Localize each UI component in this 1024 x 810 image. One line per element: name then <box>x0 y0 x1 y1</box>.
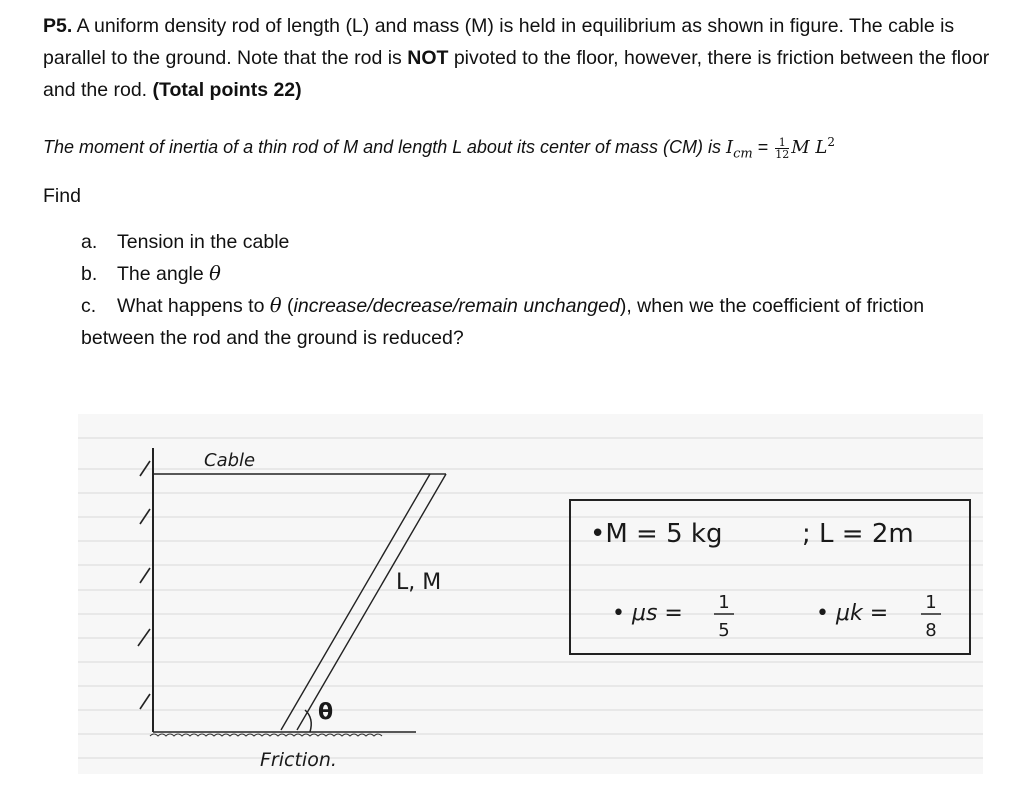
not-emphasis: NOT <box>407 47 449 69</box>
floor-hatching <box>150 734 382 736</box>
cable-label: Cable <box>204 450 256 471</box>
ruled-lines <box>78 438 983 758</box>
total-points: (Total points 22) <box>152 79 302 101</box>
find-heading: Find <box>43 185 81 207</box>
notebook-figure <box>78 414 983 774</box>
paren-open: ( <box>281 295 294 317</box>
length-value: ; L = 2m <box>802 519 914 549</box>
list-item-a <box>81 226 289 258</box>
theta-label: θ <box>318 700 334 725</box>
theta-symbol: θ <box>209 262 221 285</box>
item-label: a. <box>81 231 98 253</box>
problem-text-2: pivoted to the floor, however, there is friction between the floor and the rod. <box>43 47 990 101</box>
rod <box>281 474 446 730</box>
mass-value: •M = 5 kg <box>590 519 723 549</box>
moment-text: The moment of inertia of a thin rod of M and length L about its center of mass (CM) is <box>43 137 726 157</box>
fraction-numerator: 1 <box>775 137 789 149</box>
friction-label: Friction. <box>260 749 337 771</box>
item-label: b. <box>81 263 98 285</box>
list-item-b <box>81 258 221 290</box>
inertia-symbol: I <box>726 137 734 158</box>
one-twelfth-fraction <box>775 137 789 160</box>
inertia-subscript: cm <box>733 146 753 162</box>
moment-of-inertia-note <box>43 126 835 171</box>
figure-drawing <box>78 414 983 774</box>
options-italic: increase/decrease/remain unchanged <box>293 295 620 317</box>
list-item-c <box>81 290 981 354</box>
fraction-denominator: 12 <box>775 147 790 161</box>
problem-text-1: A uniform density rod of length (L) and mass (M) is held in equilibrium as shown in figure. The cable is parallel to the ground. Note that the rod is <box>43 15 955 69</box>
item-label: c. <box>81 295 97 317</box>
problem-statement <box>43 10 993 106</box>
wall-hatching <box>138 461 150 709</box>
mu-k-denominator: 8 <box>925 620 937 641</box>
item-text-cont: ), when we the coefficient of friction between the rod and the ground is reduced? <box>81 295 925 349</box>
rod-label: L, M <box>396 570 442 595</box>
item-text: What happens to <box>117 295 270 317</box>
problem-label: P5. <box>43 15 73 37</box>
mu-k-numerator: 1 <box>925 592 937 613</box>
mu-s-label: • μs = <box>612 601 683 626</box>
mu-k-label: • μk = <box>816 601 889 626</box>
ml-term: M L <box>791 137 828 158</box>
equals-sign: = <box>752 137 774 157</box>
item-text: Tension in the cable <box>117 231 290 253</box>
item-text: The angle <box>117 263 210 285</box>
mu-s-numerator: 1 <box>718 592 730 613</box>
exponent: 2 <box>827 135 835 149</box>
mu-s-denominator: 5 <box>718 620 730 641</box>
theta-symbol: θ <box>269 294 282 317</box>
